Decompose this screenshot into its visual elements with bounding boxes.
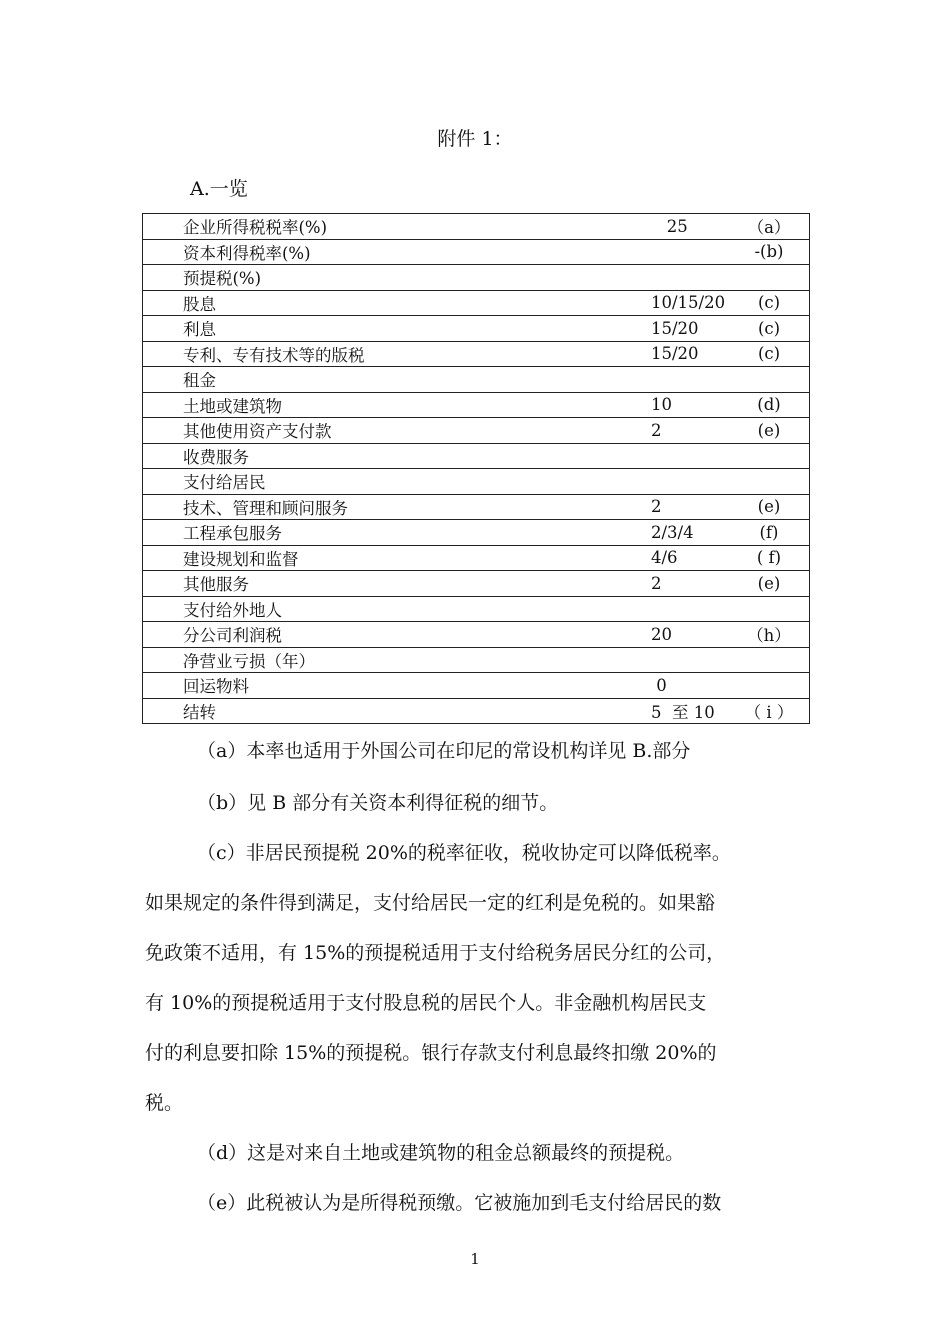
row-note: （h） bbox=[747, 626, 791, 646]
row-note: (c) bbox=[757, 344, 781, 364]
table-row bbox=[143, 520, 810, 546]
table-row bbox=[143, 443, 810, 469]
row-value: 15/20 bbox=[651, 344, 699, 364]
row-label: 结转 bbox=[183, 702, 216, 722]
table-row bbox=[143, 392, 810, 418]
row-label: 分公司利润税 bbox=[183, 626, 282, 646]
row-value: 10/15/20 bbox=[651, 293, 726, 313]
row-label: 专利、专有技术等的版税 bbox=[183, 345, 365, 365]
note-d: （d）这是对来自土地或建筑物的租金总额最终的预提税。 bbox=[197, 1142, 685, 1164]
row-label: 技术、管理和顾问服务 bbox=[183, 498, 348, 518]
row-label: 支付给居民 bbox=[183, 473, 266, 493]
note-e: （e）此税被认为是所得税预缴。它被施加到毛支付给居民的数 bbox=[197, 1192, 722, 1214]
row-note: (c) bbox=[757, 293, 781, 313]
table-row bbox=[143, 265, 810, 291]
table-row bbox=[143, 290, 810, 316]
row-label: 土地或建筑物 bbox=[183, 396, 282, 416]
note-a: （a）本率也适用于外国公司在印尼的常设机构详见 B.部分 bbox=[197, 740, 691, 762]
row-value: 2 bbox=[651, 497, 662, 517]
page-number: 1 bbox=[470, 1250, 480, 1268]
table-row bbox=[143, 596, 810, 622]
table-row bbox=[143, 698, 810, 724]
row-label: 收费服务 bbox=[183, 447, 249, 467]
row-value: 5 至 10 bbox=[651, 702, 715, 722]
note-c-line-6: 税。 bbox=[145, 1092, 184, 1114]
row-value: 10 bbox=[651, 395, 672, 415]
row-note: （ i ） bbox=[744, 702, 794, 722]
row-label: 回运物料 bbox=[183, 677, 249, 697]
row-label: 租金 bbox=[183, 371, 216, 391]
row-value: 2/3/4 bbox=[651, 522, 694, 542]
row-note: （a） bbox=[747, 218, 791, 238]
row-value: 15/20 bbox=[651, 318, 699, 338]
row-note: (e) bbox=[757, 420, 781, 440]
row-note: (f) bbox=[759, 522, 779, 542]
note-c-line-5: 付的利息要扣除 15%的预提税。银行存款支付利息最终扣缴 20%的 bbox=[145, 1042, 717, 1064]
section-heading: A.一览 bbox=[190, 178, 248, 200]
note-b: （b）见 B 部分有关资本利得征税的细节。 bbox=[197, 792, 559, 814]
table-row bbox=[143, 214, 810, 240]
row-note: (c) bbox=[757, 318, 781, 338]
note-c-line-3: 免政策不适用，有 15%的预提税适用于支付给税务居民分红的公司， bbox=[145, 942, 726, 964]
row-value: 25 bbox=[651, 216, 688, 236]
row-label: 企业所得税税率(%) bbox=[183, 218, 328, 238]
row-label: 其他服务 bbox=[183, 575, 249, 595]
row-value: 2 bbox=[651, 420, 662, 440]
table-row bbox=[143, 418, 810, 444]
row-label: 利息 bbox=[183, 320, 216, 340]
table-row bbox=[143, 673, 810, 699]
table-row bbox=[143, 571, 810, 597]
row-value: 2 bbox=[651, 573, 662, 593]
table-row bbox=[143, 647, 810, 673]
tax-rate-table bbox=[142, 213, 810, 724]
table-row bbox=[143, 622, 810, 648]
table-row bbox=[143, 316, 810, 342]
note-c-line-2: 如果规定的条件得到满足，支付给居民一定的红利是免税的。如果豁 bbox=[145, 892, 716, 914]
table-row bbox=[143, 239, 810, 265]
row-value: 0 bbox=[651, 675, 667, 695]
table-row bbox=[143, 367, 810, 393]
row-note: -(b) bbox=[754, 242, 784, 262]
row-label: 资本利得税率(%) bbox=[183, 243, 311, 263]
row-note: ( f) bbox=[756, 548, 782, 568]
row-label: 净营业亏损（年） bbox=[183, 651, 315, 671]
row-label: 预提税(%) bbox=[183, 269, 262, 289]
note-c-line-1: （c）非居民预提税 20%的税率征收，税收协定可以降低税率。 bbox=[197, 842, 731, 864]
table-row bbox=[143, 545, 810, 571]
row-label: 工程承包服务 bbox=[183, 524, 282, 544]
row-label: 支付给外地人 bbox=[183, 600, 282, 620]
table-row bbox=[143, 469, 810, 495]
row-label: 其他使用资产支付款 bbox=[183, 422, 332, 442]
row-label: 股息 bbox=[183, 294, 216, 314]
table-row bbox=[143, 341, 810, 367]
row-note: (e) bbox=[757, 497, 781, 517]
row-label: 建设规划和监督 bbox=[183, 549, 299, 569]
page-title: 附件 1： bbox=[437, 128, 513, 150]
table-row bbox=[143, 494, 810, 520]
row-note: (d) bbox=[757, 395, 781, 415]
note-c-line-4: 有 10%的预提税适用于支付股息税的居民个人。非金融机构居民支 bbox=[145, 992, 707, 1014]
row-note: (e) bbox=[757, 573, 781, 593]
row-value: 20 bbox=[651, 624, 672, 644]
row-value: 4/6 bbox=[651, 548, 678, 568]
